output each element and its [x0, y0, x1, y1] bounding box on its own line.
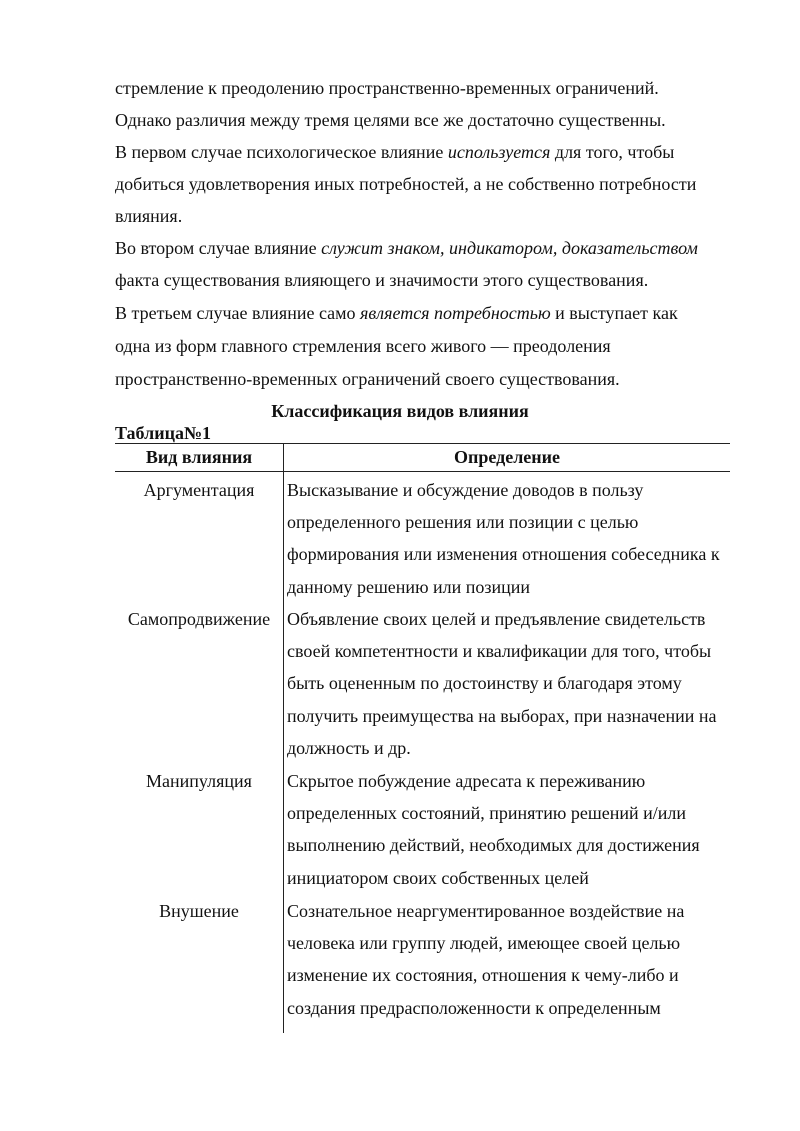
- table-cell-kind: Внушение: [159, 901, 239, 921]
- emphasis-text: используется: [447, 142, 551, 162]
- table-cell-definition: Объявление своих целей и предъявление свидетельств своей компетентности и квалификации для того, чтобы быть оцененным по достоинству и благодаря этому получить преимущества на выборах, при назначении на должность и др.: [287, 609, 717, 758]
- text-span: В третьем случае влияние само: [115, 303, 361, 323]
- table-title: Классификация видов влияния: [271, 401, 529, 421]
- table-cell-definition: Скрытое побуждение адресата к переживанию определенных состояний, принятию решений и/или выполнению действий, необходимых для достижения инициатором своих собственных целей: [287, 771, 700, 888]
- text-span: для того, чтобы: [550, 142, 675, 162]
- table-cell-kind: Самопродвижение: [127, 609, 271, 629]
- emphasis-text: служит знаком, индикатором, доказательством: [321, 238, 698, 258]
- header-bottom-border: [115, 471, 730, 472]
- paragraph-line: [115, 232, 698, 264]
- text-span: В первом случае психологическое влияние: [115, 142, 448, 162]
- classification-table: [115, 443, 730, 1033]
- paragraph-line: факта существования влияющего и значимости этого существования.: [115, 270, 649, 290]
- text-span: и выступает как: [550, 303, 678, 323]
- text-span: Во втором случае влияние: [115, 238, 322, 258]
- table-cell-kind: Аргументация: [143, 480, 255, 500]
- table-cell-definition: Высказывание и обсуждение доводов в пользу определенного решения или позиции с целью формирования или изменения отношения собеседника к данному решению или позиции: [287, 480, 720, 597]
- table-number: Таблица№1: [115, 423, 212, 443]
- paragraph-line: влияния.: [115, 206, 183, 226]
- table-cell-kind: Манипуляция: [146, 771, 252, 791]
- paragraph-line: пространственно-временных ограничений своего существования.: [115, 369, 620, 389]
- paragraph-line: Однако различия между тремя целями все же достаточно существенны.: [115, 110, 666, 130]
- paragraph-line: добиться удовлетворения иных потребностей, а не собственно потребности: [115, 174, 697, 194]
- table-cell-definition: Сознательное неаргументированное воздействие на человека или группу людей, имеющее своей целью изменение их состояния, отношения к чему-либо и создания предрасположенности к определенным: [287, 901, 685, 1018]
- paragraph-line: [115, 136, 674, 168]
- column-header-kind: Вид влияния: [145, 447, 253, 467]
- column-header-definition: Определение: [453, 447, 561, 467]
- paragraph-line: стремление к преодолению пространственно-временных ограничений.: [115, 78, 659, 98]
- paragraph-line: [115, 297, 678, 329]
- column-divider: [283, 443, 284, 1033]
- paragraph-line: одна из форм главного стремления всего живого — преодоления: [115, 336, 611, 356]
- emphasis-text: является потребностью: [360, 303, 551, 323]
